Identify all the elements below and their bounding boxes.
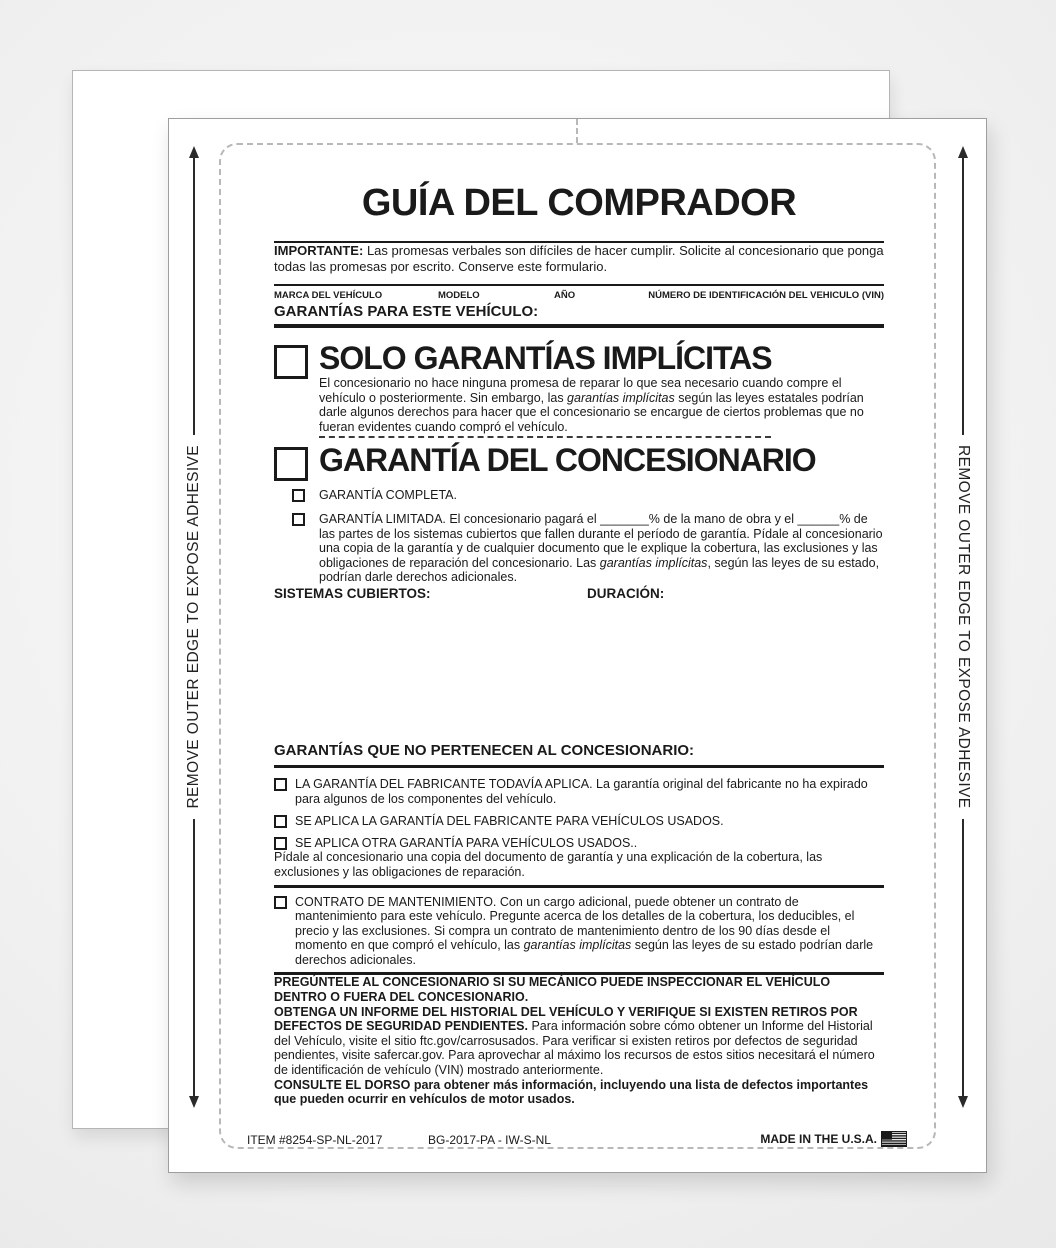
implied-warranties-title: SOLO GARANTÍAS IMPLÍCITAS (319, 340, 772, 376)
checkbox-other-used-warranty[interactable] (274, 837, 287, 850)
full-warranty-label: GARANTÍA COMPLETA. (319, 488, 457, 503)
left-tear-strip-label: REMOVE OUTER EDGE TO EXPOSE ADHESIVE (185, 445, 202, 809)
other-used-warranty-text: SE APLICA OTRA GARANTÍA PARA VEHÍCULOS USADOS.. (295, 835, 638, 850)
down-arrow-icon (950, 819, 976, 1108)
up-arrow-icon (181, 146, 207, 435)
field-label-vin: NÚMERO DE IDENTIFICACIÓN DEL VEHICULO (VIN) (648, 290, 884, 301)
right-tear-strip (950, 146, 976, 1108)
checkbox-manufacturer-used-warranty[interactable] (274, 815, 287, 828)
history-notice-bold: OBTENGA UN INFORME DEL HISTORIAL DEL VEHÍCULO Y VERIFIQUE SI EXISTEN RETIROS POR DEFECTOS DE SEGURIDAD PENDIENTES. (274, 1004, 858, 1034)
checkbox-dealer-warranty[interactable] (274, 447, 308, 481)
service-contract-text: CONTRATO DE MANTENIMIENTO. Con un cargo adicional, puede obtener un contrato de mantenimiento para este vehículo. Pregunte acerca de los detalles de la cobertura, los deducibles, el precio y las exclusiones. Si compra un contrato de mantenimiento dentro de los 90 días desde el momento en que compró el vehículo, las garantías implícitas según las leyes de su estado podrían darle derechos adicionales. (295, 894, 874, 967)
page-title: GUÍA DEL COMPRADOR (361, 182, 797, 224)
checkbox-limited-warranty[interactable] (292, 513, 305, 526)
divider (274, 765, 884, 768)
form-code: BG-2017-PA - IW-S-NL (428, 1133, 551, 1147)
manufacturer-used-warranty-text: SE APLICA LA GARANTÍA DEL FABRICANTE PARA VEHÍCULOS USADOS. (295, 814, 724, 829)
divider (274, 324, 884, 328)
non-dealer-section-header: GARANTÍAS QUE NO PERTENECEN AL CONCESIONARIO: (274, 741, 695, 759)
implied-warranties-text: El concesionario no hace ninguna promesa de reparar lo que sea necesario cuando compre el vehículo o posteriormente. Sin embargo, las garantías implícitas según las leyes estatales podrían darle algunos derechos para hacer que el concesionario se encargue de ciertos problemas que no fueran evidentes cuando compró el vehículo. (319, 376, 864, 434)
divider (274, 885, 884, 888)
divider (274, 284, 884, 286)
left-tear-strip (181, 146, 207, 1108)
dealer-warranty-title: GARANTÍA DEL CONCESIONARIO (319, 442, 816, 479)
checkbox-implied-warranties-only[interactable] (274, 345, 308, 379)
checkbox-full-warranty[interactable] (292, 489, 305, 502)
form-content (274, 183, 884, 1107)
systems-covered-label: SISTEMAS CUBIERTOS: (274, 585, 431, 601)
duration-label: DURACIÓN: (587, 585, 665, 601)
us-flag-icon (881, 1131, 907, 1147)
top-perforation-mark (576, 119, 578, 143)
dashed-separator (319, 436, 771, 438)
up-arrow-icon (950, 146, 976, 435)
important-label: IMPORTANTE: (274, 243, 364, 258)
other-used-warranty-row (274, 836, 884, 851)
manufacturer-used-warranty-row (274, 814, 884, 829)
back-notice: CONSULTE EL DORSO para obtener más información, incluyendo una lista de defectos importantes que pueden ocurrir en vehículos de motor usados. (274, 1077, 869, 1107)
checkbox-manufacturer-warranty[interactable] (274, 778, 287, 791)
checkbox-service-contract[interactable] (274, 896, 287, 909)
field-label-model: MODELO (438, 290, 480, 301)
important-text: Las promesas verbales son difíciles de hacer cumplir. Solicite al concesionario que ponga todas las promesas por escrito. Conserve este formulario. (274, 243, 884, 274)
inspection-notice: PREGÚNTELE AL CONCESIONARIO SI SU MECÁNICO PUEDE INSPECCIONAR EL VEHÍCULO DENTRO O FUERA DEL CONCESIONARIO. (274, 975, 831, 1005)
made-in-usa (760, 1131, 907, 1147)
form-footer (247, 1131, 907, 1149)
limited-warranty-text: GARANTÍA LIMITADA. El concesionario pagará el _______% de la mano de obra y el ______% de las partes de los sistemas cubiertos que fallen durante el período de garantía. Pídale al concesionario una copia de la garantía y de cualquier documento que le explique la cobertura, las exclusiones y las obligaciones de reparación del concesionario. Las garantías implícitas, según las leyes de su estado, podrían darle derechos adicionales. (319, 511, 883, 585)
history-notice-text: Para información sobre cómo obtener un Informe del Historial del Vehículo, visite el sitio ftc.gov/carrosusados. Para verificar si existen retiros por defectos de seguridad pendientes, visite safercar.gov. Para aprovechar al máximo los recursos de estos sitios necesitará el número de identificación de vehículo (VIN) mostrado anteriormente. (274, 1019, 875, 1078)
warranties-section-header: GARANTÍAS PARA ESTE VEHÍCULO: (274, 303, 539, 320)
made-in-usa-label: MADE IN THE U.S.A. (760, 1132, 877, 1146)
important-notice (274, 243, 884, 274)
implied-warranties-section (274, 340, 884, 434)
ask-copy-text: Pídale al concesionario una copia del documento de garantía y una explicación de la cobertura, las exclusiones y las obligaciones de reparación. (274, 850, 823, 879)
down-arrow-icon (181, 819, 207, 1108)
field-label-make: MARCA DEL VEHÍCULO (274, 290, 383, 301)
history-notice (274, 1005, 884, 1078)
limited-warranty-row (292, 512, 884, 585)
manufacturer-warranty-row (274, 777, 884, 806)
full-warranty-row (292, 488, 884, 503)
buyers-guide-form-sheet (168, 118, 987, 1173)
item-number: ITEM #8254-SP-NL-2017 (247, 1133, 383, 1147)
dealer-warranty-section (274, 442, 884, 481)
manufacturer-warranty-text: LA GARANTÍA DEL FABRICANTE TODAVÍA APLICA. La garantía original del fabricante no ha expirado para algunos de los componentes del vehículo. (295, 776, 868, 806)
right-tear-strip-label: REMOVE OUTER EDGE TO EXPOSE ADHESIVE (955, 445, 972, 809)
vehicle-fields-row (274, 290, 884, 301)
field-label-year: AÑO (554, 290, 576, 301)
service-contract-row (274, 895, 884, 968)
systems-duration-row (274, 586, 884, 601)
